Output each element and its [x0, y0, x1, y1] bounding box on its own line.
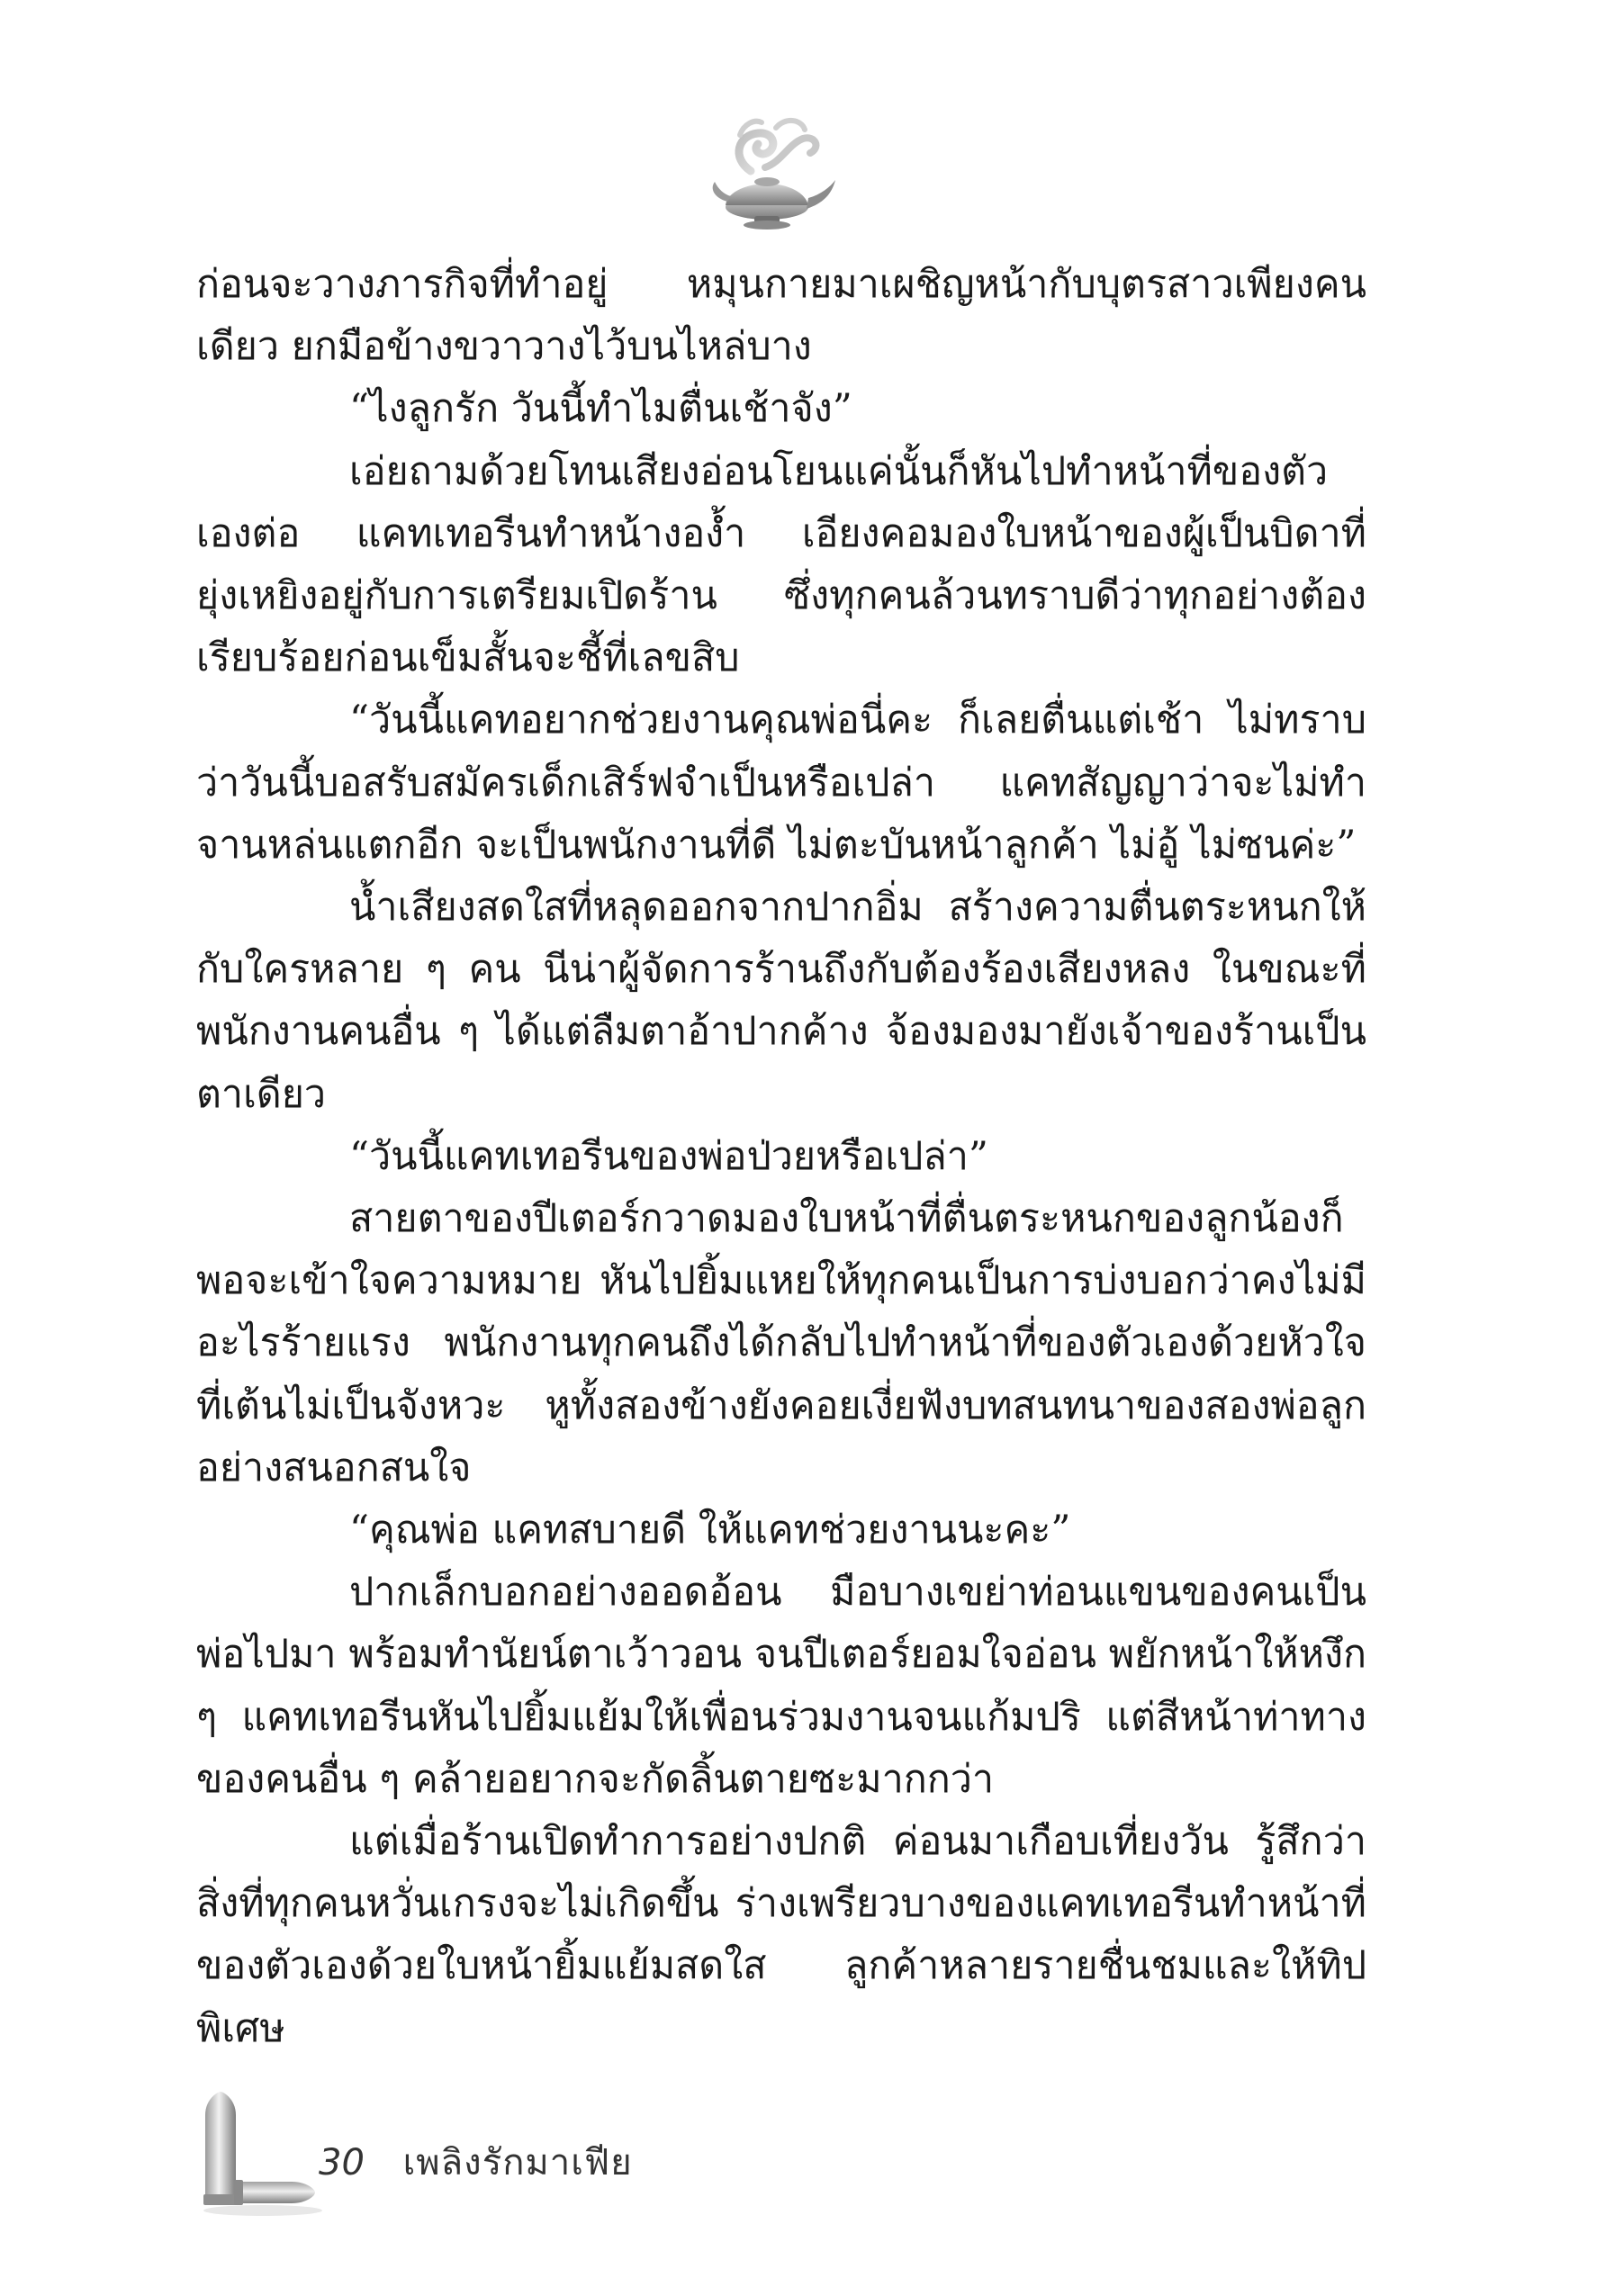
- paragraph: แต่เมื่อร้านเปิดทำการอย่างปกติ ค่อนมาเกือบเที่ยงวัน รู้สึกว่าสิ่งที่ทุกคนหวั่นเกรงจะไม่เกิดขึ้น ร่างเพรียวบางของแคทเทอรีนทำหน้าที่ของตัวเองด้วยใบหน้ายิ้มแย้มสดใส ลูกค้าหลายรายชื่นชมและให้ทิปพิเศษ: [196, 1819, 1366, 2051]
- footer-caption: [319, 2133, 633, 2191]
- paragraph: ปากเล็กบอกอย่างออดอ้อน มือบางเขย่าท่อนแขนของคนเป็นพ่อไปมา พร้อมทำนัยน์ตาเว้าวอน จนปีเตอร์ยอมใจอ่อน พยักหน้าให้หงึก ๆ แคทเทอรีนหันไปยิ้มแย้มให้เพื่อนร่วมงานจนแก้มปริ แต่สีหน้าท่าทางของคนอื่น ๆ คล้ายอยากจะกัดลิ้นตายซะมากกว่า: [196, 1570, 1366, 1802]
- paragraph: สายตาของปีเตอร์กวาดมองใบหน้าที่ตื่นตระหนกของลูกน้องก็พอจะเข้าใจความหมาย หันไปยิ้มแหยให้ทุกคนเป็นการบ่งบอกว่าคงไม่มีอะไรร้ายแรง พนักงานทุกคนถึงได้กลับไปทำหน้าที่ของตัวเองด้วยหัวใจที่เต้นไม่เป็นจังหวะ หูทั้งสองข้างยังคอยเงี่ยฟังบทสนทนาของสองพ่อลูกอย่างสนอกสนใจ: [196, 1196, 1366, 1490]
- bullets-icon: [191, 2088, 326, 2223]
- paragraph: “วันนี้แคทอยากช่วยงานคุณพ่อนี่คะ ก็เลยตื่นแต่เช้า ไม่ทราบว่าวันนี้บอสรับสมัครเด็กเสิร์ฟจำเป็นหรือเปล่า แคทสัญญาว่าจะไม่ทำจานหล่นแตกอีก จะเป็นพนักงานที่ดี ไม่ตะบันหน้าลูกค้า ไม่อู้ ไม่ซนค่ะ”: [196, 698, 1366, 868]
- paragraph: น้ำเสียงสดใสที่หลุดออกจากปากอิ่ม สร้างความตื่นตระหนกให้กับใครหลาย ๆ คน นีน่าผู้จัดการร้านถึงกับต้องร้องเสียงหลง ในขณะที่พนักงานคนอื่น ๆ ได้แต่ลืมตาอ้าปากค้าง จ้องมองมายังเจ้าของร้านเป็นตาเดียว: [196, 885, 1366, 1117]
- paragraph: “คุณพ่อ แคทสบายดี ให้แคทช่วยงานนะคะ”: [349, 1508, 1071, 1553]
- paragraph: ก่อนจะวางภารกิจที่ทำอยู่ หมุนกายมาเผชิญหน้ากับบุตรสาวเพียงคนเดียว ยกมือข้างขวาวางไว้บนไหล่บาง: [196, 262, 1366, 370]
- paragraph: “ไงลูกรัก วันนี้ทำไมตื่นเช้าจัง”: [349, 386, 852, 432]
- paragraph: “วันนี้แคทเทอรีนของพ่อป่วยหรือเปล่า”: [349, 1133, 988, 1179]
- paragraph: เอ่ยถามด้วยโทนเสียงอ่อนโยนแค่นั้นก็หันไปทำหน้าที่ของตัวเองต่อ แคทเทอรีนทำหน้างอง้ำ เอียงคอมองใบหน้าของผู้เป็นบิดาที่ยุ่งเหยิงอยู่กับการเตรียมเปิดร้าน ซึ่งทุกคนล้วนทราบดีว่าทุกอย่างต้องเรียบร้อยก่อนเข็มสั้นจะชี้ที่เลขสิบ: [196, 448, 1366, 681]
- page-number: 30: [319, 2142, 365, 2183]
- chapter-body-text: [196, 254, 1366, 2060]
- genie-lamp-icon: [695, 108, 839, 234]
- book-title: เพลิงรักมาเฟีย: [402, 2142, 633, 2183]
- page-footer: [191, 2088, 731, 2223]
